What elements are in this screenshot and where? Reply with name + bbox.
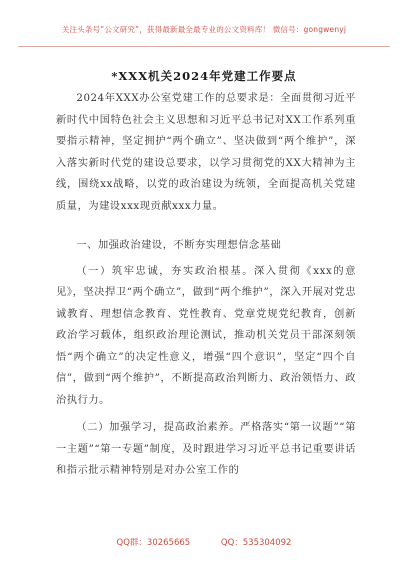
header-divider (18, 46, 390, 47)
footer-contact (0, 536, 408, 548)
document-title: *XXX机关2024年党建工作要点 (111, 69, 297, 83)
footer-qq-group: QQ群：30265665 (116, 538, 191, 548)
footer-qq: QQ：535304092 (220, 538, 292, 548)
document-body (56, 88, 356, 482)
item-paragraph-1: （一）筑牢忠诚，夯实政治根基。深入贯彻《xxx的意见》，坚决捍卫“两个确立”，做到“两个维护”，深入开展对党忠诚教育、理想信念教育、党性教育、党章党规党纪教育，创新政治学习载体，组织政治理论测试，推动机关党员干部深刻领悟“两个确立”的决定性意义，增强“四个意识”，坚定“四个自信”，做到“两个维护”，不断提高政治判断力、政治领悟力、政治执行力。 (56, 265, 356, 406)
section-heading: 一、加强政治建设，不断夯实理想信念基础 (76, 240, 282, 251)
header-note: 关注头条号“公文研究”，获得最新最全最专业的公文资料库！ 微信号：gongwenyj (61, 25, 347, 34)
item-paragraph-2: （二）加强学习，提高政治素养。严格落实“第一议题”“第一主题”“第一专题”制度，及时跟进学习习近平总书记重要讲话和指示批示精神特别是对办公室工作的 (56, 422, 356, 476)
intro-paragraph: 2024年XXX办公室党建工作的总要求是：全面贯彻习近平新时代中国特色社会主义思想和习近平总书记对XX工作系列重要指示精神，坚定拥护“两个确立”、坚决做到“两个维护”，深入落实新时代党的建设总要求，以学习贯彻党的XX大精神为主线，围绕xx战略，以党的政治建设为统领，全面提高机关党建质量，为建设xxx现贡献xxx力量。 (56, 93, 356, 212)
